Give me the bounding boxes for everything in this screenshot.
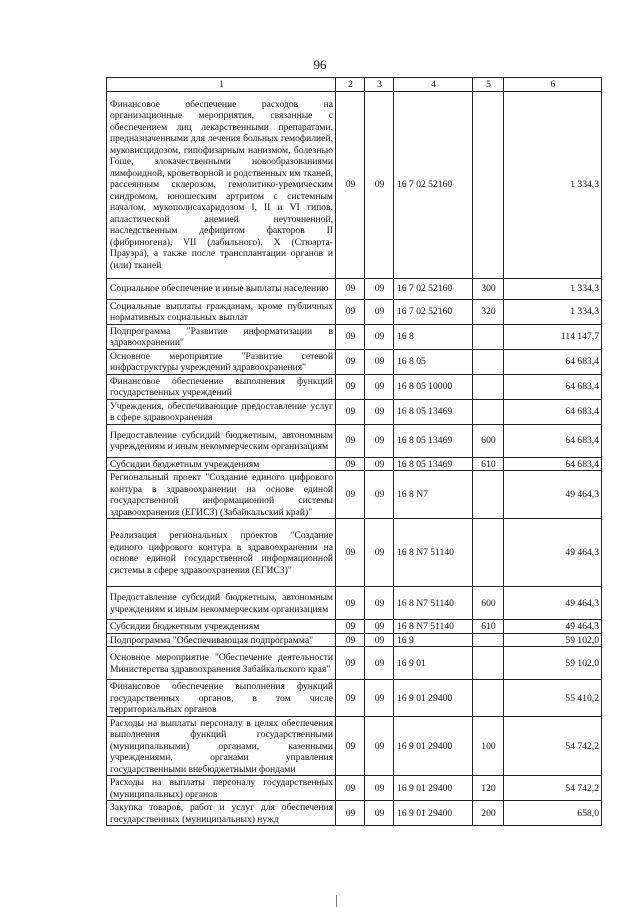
row-target-code: 16 7 02 52160 — [394, 278, 473, 299]
table-row — [107, 457, 602, 471]
row-target-code: 16 8 N7 51140 — [394, 620, 473, 634]
row-amount: 1 334,3 — [504, 278, 602, 299]
row-section: 09 — [336, 620, 365, 634]
row-subsection: 09 — [365, 716, 394, 776]
row-section: 09 — [336, 349, 365, 374]
scan-mark — [336, 895, 337, 907]
table-row — [107, 801, 602, 826]
row-section: 09 — [336, 680, 365, 717]
header-row — [107, 78, 602, 92]
row-amount: 54 742,2 — [504, 776, 602, 801]
row-section: 09 — [336, 716, 365, 776]
row-subsection: 09 — [365, 680, 394, 717]
header-cell: 5 — [473, 78, 504, 92]
row-section: 09 — [336, 519, 365, 587]
row-subsection: 09 — [365, 519, 394, 587]
table-row — [107, 91, 602, 278]
row-amount: 64 683,4 — [504, 374, 602, 399]
row-expense-type: 320 — [473, 299, 504, 324]
row-section: 09 — [336, 801, 365, 826]
row-name: Финансовое обеспечение выполнения функций государственных органов, в том числе территориальных органов — [107, 680, 336, 717]
row-subsection: 09 — [365, 587, 394, 620]
table-row — [107, 587, 602, 620]
row-section: 09 — [336, 647, 365, 680]
row-name: Расходы на выплаты персоналу в целях обеспечения выполнения функций государственными (муниципальными) органами, казенными учреждениями, органами управления государственными внебюджетными фондами — [107, 716, 336, 776]
row-expense-type — [473, 399, 504, 424]
row-name: Финансовое обеспечение расходов на организационные мероприятия, связанные с обеспечением лиц лекарственными препаратами, предназначенными для лечения больных гемофилией, муковисцидозом, гипофизарным нанизмом, болезнью Гоше, злокачественными новообразованиями лимфоидной, кроветворной и родственных им тканей, рассеянным склерозом, гемолитико-уремическим синдромом, юношеским артритом с системным началом, мукополисахаридозом I, II и VI типов, апластической анемией неуточненной, наследственным дефицитом факторов II (фибриногена), VII (лабильного), X (Стюарта-Прауэра), а также после трансплантации органов и (или) тканей — [107, 91, 336, 278]
row-section: 09 — [336, 471, 365, 519]
row-amount: 49 464,3 — [504, 620, 602, 634]
row-target-code: 16 8 N7 — [394, 471, 473, 519]
row-section: 09 — [336, 424, 365, 457]
row-section: 09 — [336, 278, 365, 299]
table-row — [107, 278, 602, 299]
table-row — [107, 374, 602, 399]
row-section: 09 — [336, 587, 365, 620]
row-expense-type: 300 — [473, 278, 504, 299]
row-name: Субсидии бюджетным учреждениям — [107, 620, 336, 634]
row-section: 09 — [336, 299, 365, 324]
row-target-code: 16 7 02 52160 — [394, 91, 473, 278]
table-row — [107, 633, 602, 647]
row-expense-type: 610 — [473, 620, 504, 634]
table-row — [107, 324, 602, 349]
row-expense-type — [473, 519, 504, 587]
row-name: Предоставление субсидий бюджетным, автономным учреждениям и иным некоммерческим организациям — [107, 424, 336, 457]
row-subsection: 09 — [365, 91, 394, 278]
row-amount: 1 334,3 — [504, 299, 602, 324]
row-subsection: 09 — [365, 457, 394, 471]
row-subsection: 09 — [365, 399, 394, 424]
row-expense-type — [473, 324, 504, 349]
row-subsection: 09 — [365, 801, 394, 826]
row-target-code: 16 8 — [394, 324, 473, 349]
row-target-code: 16 9 — [394, 633, 473, 647]
header-cell: 6 — [504, 78, 602, 92]
table-row — [107, 680, 602, 717]
row-name: Предоставление субсидий бюджетным, автономным учреждениям и иным некоммерческим организациям — [107, 587, 336, 620]
row-target-code: 16 9 01 — [394, 647, 473, 680]
row-expense-type — [473, 91, 504, 278]
row-amount: 59 102,0 — [504, 647, 602, 680]
row-expense-type: 610 — [473, 457, 504, 471]
row-name: Закупка товаров, работ и услуг для обеспечения государственных (муниципальных) нужд — [107, 801, 336, 826]
row-amount: 64 683,4 — [504, 349, 602, 374]
row-expense-type: 600 — [473, 587, 504, 620]
row-subsection: 09 — [365, 776, 394, 801]
row-amount: 49 464,3 — [504, 587, 602, 620]
row-amount: 64 683,4 — [504, 457, 602, 471]
row-expense-type: 100 — [473, 716, 504, 776]
row-name: Региональный проект "Создание единого цифрового контура в здравоохранении на основе единой государственной информационной системы здравоохранения (ЕГИСЗ) (Забайкальский край)" — [107, 471, 336, 519]
row-expense-type — [473, 349, 504, 374]
row-section: 09 — [336, 633, 365, 647]
row-expense-type — [473, 680, 504, 717]
row-subsection: 09 — [365, 278, 394, 299]
row-name: Основное мероприятие "Развитие сетевой инфраструктуры учреждений здравоохранения" — [107, 349, 336, 374]
table-row — [107, 424, 602, 457]
row-amount: 49 464,3 — [504, 519, 602, 587]
table-row — [107, 399, 602, 424]
table-row — [107, 349, 602, 374]
row-amount: 64 683,4 — [504, 399, 602, 424]
row-name: Реализация региональных проектов "Создание единого цифрового контура в здравоохранении на основе единой государственной информационной системы в сфере здравоохранения (ЕГИСЗ)" — [107, 519, 336, 587]
row-target-code: 16 8 N7 51140 — [394, 587, 473, 620]
row-subsection: 09 — [365, 349, 394, 374]
row-target-code: 16 9 01 29400 — [394, 680, 473, 717]
row-amount: 64 683,4 — [504, 424, 602, 457]
row-subsection: 09 — [365, 324, 394, 349]
table-row — [107, 299, 602, 324]
row-amount: 54 742,2 — [504, 716, 602, 776]
row-target-code: 16 7 02 52160 — [394, 299, 473, 324]
page-number: 96 — [313, 57, 327, 72]
row-name: Социальные выплаты гражданам, кроме публичных нормативных социальных выплат — [107, 299, 336, 324]
row-section: 09 — [336, 324, 365, 349]
row-name: Подпрограмма "Обеспечивающая подпрограмма" — [107, 633, 336, 647]
row-target-code: 16 8 05 13469 — [394, 457, 473, 471]
row-expense-type — [473, 647, 504, 680]
row-amount: 658,0 — [504, 801, 602, 826]
row-subsection: 09 — [365, 424, 394, 457]
row-target-code: 16 8 05 — [394, 349, 473, 374]
row-target-code: 16 8 05 13469 — [394, 399, 473, 424]
row-expense-type: 200 — [473, 801, 504, 826]
row-expense-type: 600 — [473, 424, 504, 457]
row-target-code: 16 9 01 29400 — [394, 801, 473, 826]
row-amount: 59 102,0 — [504, 633, 602, 647]
row-subsection: 09 — [365, 471, 394, 519]
row-amount: 1 334,3 — [504, 91, 602, 278]
header-cell: 1 — [107, 78, 336, 92]
row-subsection: 09 — [365, 647, 394, 680]
row-subsection: 09 — [365, 620, 394, 634]
header-cell: 2 — [336, 78, 365, 92]
row-target-code: 16 9 01 29400 — [394, 776, 473, 801]
row-name: Социальное обеспечение и иные выплаты населению — [107, 278, 336, 299]
row-expense-type — [473, 471, 504, 519]
row-section: 09 — [336, 91, 365, 278]
table-row — [107, 620, 602, 634]
row-target-code: 16 8 05 13469 — [394, 424, 473, 457]
row-subsection: 09 — [365, 299, 394, 324]
row-name: Расходы на выплаты персоналу государственных (муниципальных) органов — [107, 776, 336, 801]
row-amount: 49 464,3 — [504, 471, 602, 519]
row-target-code: 16 8 05 10000 — [394, 374, 473, 399]
header-cell: 4 — [394, 78, 473, 92]
table-row — [107, 647, 602, 680]
row-amount: 114 147,7 — [504, 324, 602, 349]
row-name: Субсидии бюджетным учреждениям — [107, 457, 336, 471]
row-section: 09 — [336, 457, 365, 471]
row-subsection: 09 — [365, 633, 394, 647]
row-expense-type — [473, 374, 504, 399]
table-row — [107, 716, 602, 776]
row-name: Учреждения, обеспечивающие предоставление услуг в сфере здравоохранения — [107, 399, 336, 424]
row-expense-type — [473, 633, 504, 647]
row-section: 09 — [336, 399, 365, 424]
row-name: Подпрограмма "Развитие информатизации в здравоохранении" — [107, 324, 336, 349]
row-target-code: 16 8 N7 51140 — [394, 519, 473, 587]
row-section: 09 — [336, 374, 365, 399]
row-section: 09 — [336, 776, 365, 801]
row-amount: 55 410,2 — [504, 680, 602, 717]
header-cell: 3 — [365, 78, 394, 92]
row-target-code: 16 9 01 29400 — [394, 716, 473, 776]
row-name: Финансовое обеспечение выполнения функций государственных учреждений — [107, 374, 336, 399]
row-name: Основное мероприятие "Обеспечение деятельности Министерства здравоохранения Забайкальского края" — [107, 647, 336, 680]
table-row — [107, 776, 602, 801]
budget-table — [106, 77, 602, 826]
row-expense-type: 120 — [473, 776, 504, 801]
table-row — [107, 519, 602, 587]
row-subsection: 09 — [365, 374, 394, 399]
table-row — [107, 471, 602, 519]
